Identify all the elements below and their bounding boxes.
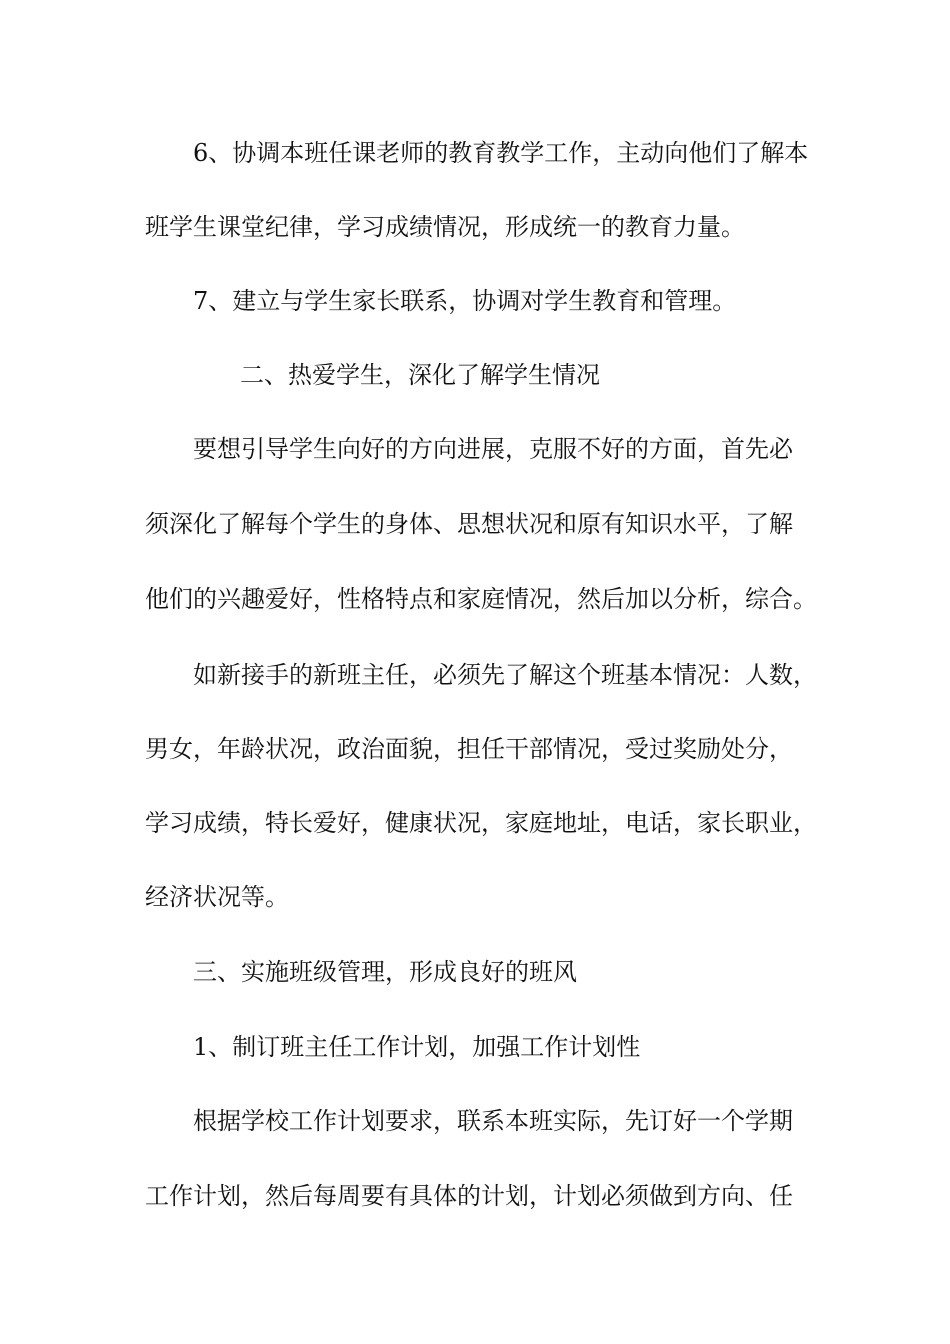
- paragraph-line-1: 6、协调本班任课老师的教育教学工作，主动向他们了解本: [193, 139, 809, 167]
- section-heading-2: 二、热爱学生，深化了解学生情况: [240, 361, 600, 389]
- paragraph-line-3: 7、建立与学生家长联系，协调对学生教育和管理。: [193, 287, 737, 315]
- paragraph-line-15: 工作计划，然后每周要有具体的计划，计划必须做到方向、任: [145, 1182, 793, 1210]
- paragraph-line-5: 要想引导学生向好的方向进展，克服不好的方面，首先必: [193, 435, 793, 463]
- paragraph-line-14: 根据学校工作计划要求，联系本班实际，先订好一个学期: [193, 1107, 793, 1135]
- paragraph-line-6: 须深化了解每个学生的身体、思想状况和原有知识水平，了解: [145, 510, 793, 538]
- paragraph-line-9: 男女，年龄状况，政治面貌，担任干部情况，受过奖励处分，: [145, 735, 793, 763]
- section-heading-3: 三、实施班级管理，形成良好的班风: [193, 958, 577, 986]
- paragraph-line-8: 如新接手的新班主任，必须先了解这个班基本情况：人数，: [193, 661, 817, 689]
- subsection-heading-1: 1、制订班主任工作计划，加强工作计划性: [193, 1033, 641, 1061]
- paragraph-line-10: 学习成绩，特长爱好，健康状况，家庭地址，电话，家长职业，: [145, 809, 817, 837]
- paragraph-line-7: 他们的兴趣爱好，性格特点和家庭情况，然后加以分析，综合。: [145, 585, 817, 613]
- paragraph-line-11: 经济状况等。: [145, 883, 289, 911]
- paragraph-line-2: 班学生课堂纪律，学习成绩情况，形成统一的教育力量。: [145, 213, 745, 241]
